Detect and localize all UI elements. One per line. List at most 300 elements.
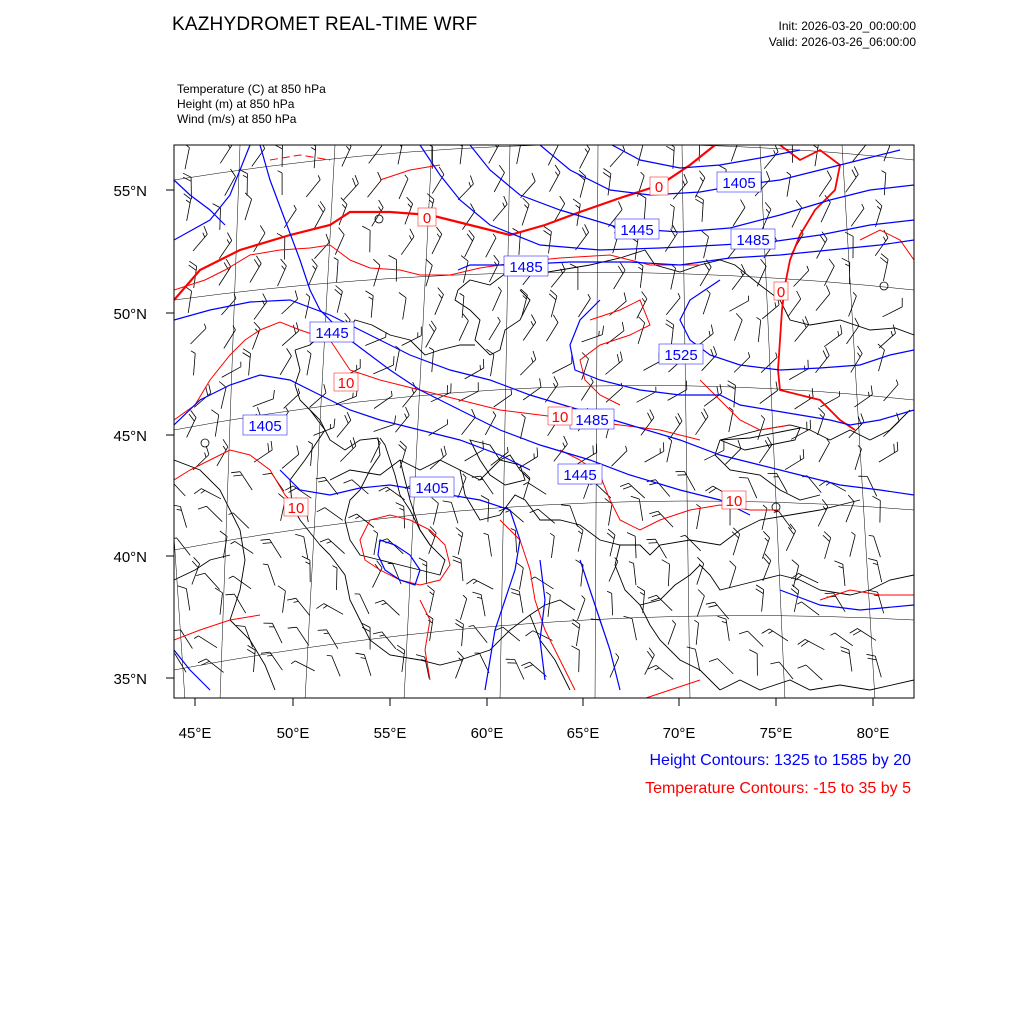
wind-barb-feather xyxy=(437,234,440,238)
wind-barb-feather xyxy=(305,562,310,564)
wind-barb-feather xyxy=(353,393,354,398)
wind-barb-feather xyxy=(326,234,329,242)
wind-barb xyxy=(729,567,736,588)
wind-barb-feather xyxy=(493,234,496,238)
wind-barb-feather xyxy=(894,444,895,453)
wind-barb xyxy=(374,533,378,555)
wind-barb xyxy=(337,568,338,590)
wind-barb xyxy=(704,237,709,258)
wind-barb xyxy=(700,267,711,286)
wind-barb xyxy=(546,323,558,342)
wind-barb-feather xyxy=(620,352,622,361)
wind-barb-feather xyxy=(533,351,536,360)
wind-barb-feather xyxy=(345,313,351,320)
wind-barb-feather xyxy=(648,595,657,598)
wind-barb-feather xyxy=(463,595,467,599)
wind-barb xyxy=(867,476,877,496)
wind-barb-feather xyxy=(553,315,558,323)
wind-barb-feather xyxy=(524,665,532,669)
map-title: KAZHYDROMET REAL-TIME WRF xyxy=(172,14,478,35)
wind-barb-feather xyxy=(463,314,469,321)
lat-label: 45°N xyxy=(113,428,147,445)
wind-barb xyxy=(580,149,590,169)
wind-barb-feather xyxy=(841,651,850,654)
wind-barb-feather xyxy=(399,293,406,298)
wind-barb-feather xyxy=(762,629,770,634)
wind-barb-feather xyxy=(697,557,703,563)
wind-barb xyxy=(357,514,374,528)
wind-barb-feather xyxy=(709,605,718,607)
lat-label: 55°N xyxy=(113,183,147,200)
wind-barb xyxy=(658,511,673,527)
wind-barb-feather xyxy=(826,347,830,355)
lat-label: 35°N xyxy=(113,671,147,688)
wind-barb-feather xyxy=(720,384,722,393)
wind-barb-feather xyxy=(840,647,849,650)
wind-barb-feather xyxy=(878,344,885,350)
wind-barb-feather xyxy=(576,205,580,208)
wind-barb-feather xyxy=(278,171,283,173)
wind-barb xyxy=(399,179,408,199)
wind-barb-feather xyxy=(267,655,272,656)
wind-barb-feather xyxy=(736,313,742,320)
lon-label: 50°E xyxy=(276,725,310,742)
wind-barb-feather xyxy=(631,496,640,499)
wind-barb xyxy=(550,172,561,191)
wind-barb-feather xyxy=(472,592,481,595)
wind-barb-feather xyxy=(379,207,382,211)
wind-barb-feather xyxy=(826,483,830,486)
wind-barb-feather xyxy=(439,294,442,298)
wind-barb-feather xyxy=(766,171,769,179)
wind-barb-feather xyxy=(893,325,895,334)
wind-barb xyxy=(816,356,830,373)
wind-barb xyxy=(638,323,645,344)
wind-barb-feather xyxy=(516,562,523,567)
wind-barb xyxy=(697,596,704,617)
wind-barb-feather xyxy=(511,589,520,592)
wind-barb xyxy=(731,141,738,162)
wind-barb-feather xyxy=(317,508,325,512)
wind-barb xyxy=(245,627,253,648)
wind-barb xyxy=(221,387,226,408)
wind-barb-feather xyxy=(676,416,680,424)
wind-barb xyxy=(758,320,760,342)
wind-barb-feather xyxy=(521,662,529,666)
wind-barb xyxy=(364,655,371,676)
wind-barb xyxy=(605,360,622,374)
wind-barb-feather xyxy=(514,137,521,143)
wind-barb xyxy=(250,264,261,283)
wind-barb xyxy=(762,305,779,319)
wind-barb-feather xyxy=(416,655,425,657)
wind-barb xyxy=(875,656,881,677)
wind-barb xyxy=(297,627,309,645)
wind-barb xyxy=(734,320,742,341)
valid-time: Valid: 2026-03-26_06:00:00 xyxy=(768,35,916,49)
wind-barb-feather xyxy=(571,646,579,650)
wind-barb-feather xyxy=(627,533,635,537)
wind-barb xyxy=(270,652,283,670)
wind-barb xyxy=(578,599,586,620)
wind-barb xyxy=(430,591,435,613)
wind-barb-feather xyxy=(855,318,859,326)
wind-barb-feather xyxy=(455,623,463,628)
wind-barb-feather xyxy=(678,293,680,298)
wind-barb xyxy=(777,473,788,492)
wind-barb xyxy=(185,148,189,170)
wind-barb-feather xyxy=(869,535,874,536)
wind-barb xyxy=(270,539,282,558)
wind-barb xyxy=(460,599,466,620)
wind-barb-feather xyxy=(797,602,801,604)
wind-barb-feather xyxy=(637,586,645,591)
wind-barb-feather xyxy=(852,170,856,178)
wind-barb xyxy=(846,502,854,522)
wind-barb-feather xyxy=(699,171,705,178)
wind-barb-feather xyxy=(573,619,580,624)
lon-label: 80°E xyxy=(856,725,890,742)
wind-barb-feather xyxy=(228,144,231,148)
wind-barb-feather xyxy=(861,413,864,421)
wind-barb xyxy=(824,266,834,286)
lon-label: 75°E xyxy=(759,725,793,742)
wind-barb xyxy=(849,650,852,672)
wind-barb-feather xyxy=(236,626,245,627)
wind-barb xyxy=(884,141,892,162)
wind-barb-feather xyxy=(511,593,520,596)
height-label: 1445 xyxy=(315,325,349,342)
wind-barb-feather xyxy=(295,534,304,537)
wind-barb xyxy=(398,143,403,165)
wind-barb xyxy=(494,394,512,407)
wind-barb xyxy=(637,299,647,319)
wind-barb xyxy=(843,564,845,586)
wind-barb-feather xyxy=(213,204,221,208)
wind-barb-feather xyxy=(494,255,499,262)
wind-barb-feather xyxy=(820,235,825,242)
wind-barb xyxy=(373,365,393,374)
wind-barb xyxy=(520,360,536,376)
wind-barb-feather xyxy=(312,259,318,266)
height-label: 1405 xyxy=(248,418,282,435)
wind-barb-feather xyxy=(853,631,861,636)
wind-barb xyxy=(820,396,839,407)
wind-barb xyxy=(519,591,523,613)
wind-barb xyxy=(371,443,381,463)
wind-barb xyxy=(805,639,824,649)
wind-barb xyxy=(850,535,855,556)
wind-barb xyxy=(877,561,882,583)
height-label: 1405 xyxy=(415,480,449,497)
wind-barb xyxy=(325,508,343,521)
wind-barb-feather xyxy=(896,380,898,385)
wind-barb-feather xyxy=(670,204,674,207)
wind-barb-feather xyxy=(652,514,661,517)
wind-barb xyxy=(551,296,557,317)
wind-barb xyxy=(315,209,326,228)
wind-barb-feather xyxy=(707,290,711,294)
wind-barb-feather xyxy=(791,589,798,595)
wind-barb-feather xyxy=(702,231,709,237)
lon-label: 45°E xyxy=(178,725,212,742)
wind-barb-feather xyxy=(412,389,414,394)
wind-barb xyxy=(645,655,655,675)
height-label: 1485 xyxy=(736,232,770,249)
wind-barb-feather xyxy=(257,407,260,415)
wind-barb-feather xyxy=(231,169,236,177)
wind-barb xyxy=(791,429,810,440)
wind-barb-feather xyxy=(297,446,299,455)
wind-barb-feather xyxy=(585,224,589,232)
wind-barb-feather xyxy=(839,566,844,568)
wind-barb xyxy=(715,602,729,619)
wind-barb-feather xyxy=(626,446,628,451)
wind-barb xyxy=(576,232,589,250)
wind-barb-feather xyxy=(867,654,876,656)
wind-barb-feather xyxy=(805,316,809,324)
wind-barb xyxy=(879,333,895,348)
wind-barb xyxy=(344,184,359,200)
wind-barb xyxy=(325,477,338,494)
wind-barb-feather xyxy=(347,412,351,420)
wind-barb-feather xyxy=(427,585,434,591)
wind-barb xyxy=(779,511,792,529)
wind-barb xyxy=(528,483,547,495)
wind-barb-feather xyxy=(822,499,828,506)
wind-barb-feather xyxy=(407,197,413,204)
wind-barb-feather xyxy=(298,389,299,394)
wind-barb xyxy=(759,445,772,463)
wind-barb-feather xyxy=(531,315,535,323)
wind-barb xyxy=(821,202,830,222)
wind-barb xyxy=(794,271,809,287)
wind-barb xyxy=(180,507,186,528)
wind-barb xyxy=(374,396,392,409)
wind-barb-feather xyxy=(717,387,719,396)
temperature-label: 10 xyxy=(551,409,569,426)
wind-barb xyxy=(696,623,698,645)
wind-barb-feather xyxy=(603,172,610,177)
wind-barb-feather xyxy=(375,600,384,603)
wind-barb-feather xyxy=(576,560,584,565)
wind-barb-feather xyxy=(704,263,709,271)
wind-barb xyxy=(703,294,710,315)
wind-barb xyxy=(614,270,626,289)
wind-barb xyxy=(491,354,494,376)
wind-barb-feather xyxy=(757,317,761,320)
wind-barb-feather xyxy=(396,503,404,507)
wind-barb-feather xyxy=(503,203,505,208)
wind-barb xyxy=(879,350,885,371)
wind-barb xyxy=(581,382,593,401)
wind-barbs xyxy=(165,134,902,680)
wind-barb-feather xyxy=(295,291,297,300)
wind-barb-feather xyxy=(172,505,181,507)
wind-barb-feather xyxy=(344,480,352,483)
wind-barb xyxy=(278,266,287,286)
wind-barb-feather xyxy=(531,321,533,325)
wind-barb-feather xyxy=(872,496,880,500)
wind-barb-feather xyxy=(561,505,570,506)
wind-barb-feather xyxy=(823,350,827,358)
wind-barb-feather xyxy=(206,387,208,396)
wind-barb-feather xyxy=(178,586,187,589)
wind-barb xyxy=(324,604,343,615)
wind-barb-feather xyxy=(263,294,267,302)
wind-barb-feather xyxy=(247,649,255,654)
wind-barb-feather xyxy=(524,205,528,209)
wind-barb xyxy=(306,180,320,197)
wind-barb xyxy=(337,291,342,312)
wind-barb xyxy=(726,619,729,641)
wind-barb-feather xyxy=(792,560,799,566)
wind-barb-feather xyxy=(481,496,489,500)
height-contour-labels xyxy=(243,172,775,497)
wind-barb-feather xyxy=(620,263,625,271)
wind-barb xyxy=(235,541,253,553)
lat-label: 40°N xyxy=(113,549,147,566)
wind-barb-feather xyxy=(204,226,207,234)
wind-barb xyxy=(307,354,311,376)
wind-barb xyxy=(884,173,886,195)
latitude-labels xyxy=(113,183,147,688)
wind-barb-feather xyxy=(858,346,863,354)
wind-barb-feather xyxy=(466,579,473,584)
temperature-label: 0 xyxy=(776,284,786,301)
wind-barb xyxy=(432,350,434,372)
wind-barb xyxy=(481,595,485,617)
wind-barb xyxy=(884,384,899,401)
wind-barb-feather xyxy=(391,391,392,396)
wind-barb xyxy=(520,417,525,439)
wind-barb-feather xyxy=(792,585,799,591)
wind-barb-feather xyxy=(629,562,634,564)
wind-barb xyxy=(825,538,831,559)
wind-barb xyxy=(641,418,654,436)
wind-barb xyxy=(748,631,764,646)
wind-barb-feather xyxy=(165,480,170,481)
wind-barb-feather xyxy=(774,150,776,155)
wind-barb xyxy=(548,595,550,617)
wind-barb-feather xyxy=(756,589,764,594)
wind-barb-feather xyxy=(302,556,310,560)
wind-barb xyxy=(465,237,475,257)
wind-barb-feather xyxy=(641,172,645,176)
wind-barb-feather xyxy=(243,175,247,177)
wind-barb-feather xyxy=(807,266,809,271)
wind-barb-feather xyxy=(469,230,475,237)
wind-barb xyxy=(580,176,586,197)
wind-barb-feather xyxy=(593,446,594,455)
wind-barb-feather xyxy=(263,473,272,474)
wind-barb-feather xyxy=(732,134,738,141)
wind-barb xyxy=(786,531,795,551)
wind-barb-feather xyxy=(353,178,356,186)
wind-barb-feather xyxy=(198,506,207,509)
wind-barb-feather xyxy=(617,354,619,363)
wind-barb xyxy=(834,593,845,612)
wind-barb xyxy=(384,600,400,615)
wind-barb-feather xyxy=(228,137,233,145)
wind-barb-feather xyxy=(763,505,767,508)
wind-barb xyxy=(224,330,236,349)
wind-barb xyxy=(222,367,241,378)
wind-barb-feather xyxy=(192,561,198,568)
wind-barb-feather xyxy=(323,606,327,609)
wind-barb-feather xyxy=(243,353,251,358)
wind-barb-feather xyxy=(624,293,626,302)
wind-barb xyxy=(401,237,414,255)
wind-barb xyxy=(578,299,590,318)
wind-barb xyxy=(462,417,476,434)
wind-barb-feather xyxy=(455,141,462,146)
wind-barb-feather xyxy=(441,449,443,458)
wind-barb-feather xyxy=(406,407,410,415)
wind-barb xyxy=(240,472,252,490)
wind-barb-feather xyxy=(189,414,194,421)
wind-barb xyxy=(308,266,317,286)
wind-barb xyxy=(606,388,622,403)
wind-barb xyxy=(372,208,384,227)
wind-barb-feather xyxy=(366,291,374,296)
wind-barb-feather xyxy=(596,444,597,453)
lat-label: 50°N xyxy=(113,306,147,323)
wind-barb xyxy=(382,632,396,649)
wind-barb-feather xyxy=(877,206,881,210)
wind-barb-feather xyxy=(616,653,619,657)
wind-barb-feather xyxy=(382,603,387,605)
wind-barb xyxy=(757,266,766,286)
wind-barb-feather xyxy=(443,501,452,503)
wind-barb xyxy=(188,291,191,313)
wind-barb xyxy=(192,564,200,585)
wind-barb-feather xyxy=(245,193,252,199)
wind-barb-feather xyxy=(871,386,872,395)
wind-barb-feather xyxy=(532,173,535,181)
wind-barb-feather xyxy=(695,199,703,204)
wind-barb-feather xyxy=(692,139,700,143)
wind-barb xyxy=(579,650,580,672)
wind-barb-feather xyxy=(473,581,477,584)
wind-barb-feather xyxy=(458,534,462,537)
wind-barb-feather xyxy=(853,292,856,296)
wind-barb-feather xyxy=(456,528,463,534)
wind-barb xyxy=(671,268,676,290)
wind-barb-feather xyxy=(701,412,705,420)
wind-barb-feather xyxy=(378,138,382,146)
wind-barb-feather xyxy=(362,226,370,230)
wind-barb xyxy=(395,349,399,371)
wind-barb-feather xyxy=(431,321,436,329)
wind-barb-feather xyxy=(206,446,209,455)
wind-barb-feather xyxy=(850,629,858,634)
wind-barb-feather xyxy=(273,390,274,399)
wind-barb-feather xyxy=(330,424,331,429)
wind-barb-feather xyxy=(555,165,560,173)
wind-barb xyxy=(817,239,828,258)
wind-barb-feather xyxy=(306,294,310,297)
wind-barb-feather xyxy=(289,488,297,492)
wind-barb-feather xyxy=(766,209,769,213)
wind-barb-feather xyxy=(607,591,612,593)
wind-barb xyxy=(729,411,733,433)
wind-barb-feather xyxy=(227,239,229,243)
wind-barb xyxy=(851,208,864,226)
wind-barb-feather xyxy=(211,410,218,415)
wind-barb-feather xyxy=(769,631,773,634)
wind-barb-feather xyxy=(564,436,568,444)
